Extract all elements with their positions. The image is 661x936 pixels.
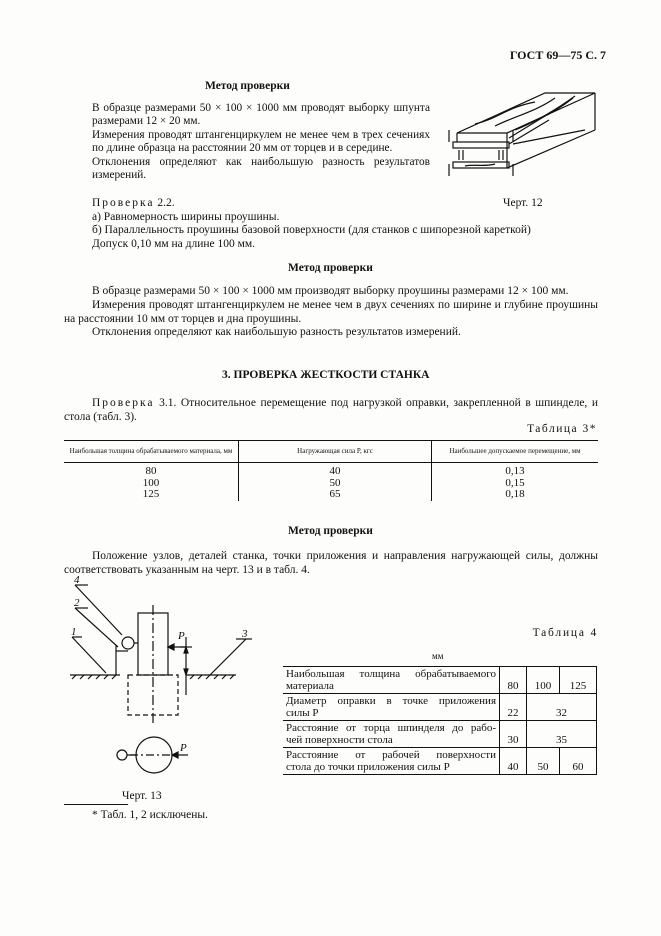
footnote: * Табл. 1, 2 исключены. <box>92 809 209 821</box>
table-row <box>283 748 597 775</box>
table-cell: 60 <box>560 748 597 775</box>
table-row <box>64 489 598 501</box>
table-row <box>283 667 597 694</box>
table-cell: 30 <box>500 721 527 748</box>
method1-p3: Отклонения определяют как наибольшую разность результатов измерений. <box>92 155 430 182</box>
table-cell: 125 <box>142 488 160 501</box>
table3 <box>64 440 598 501</box>
table-cell: 100 <box>527 667 560 694</box>
table-cell: 100 <box>142 476 160 489</box>
table-cell: 50 <box>239 478 432 490</box>
method2-p2: Измерения проводят штангенциркулем не менее чем в двух сечениях по ширине и глубине проушины на расстоянии 10 мм от торцев и дна проушины. <box>64 298 598 325</box>
table-cell: 0,13 <box>432 463 599 478</box>
table4-row-label: Наибольшая толщина обрабатываемого материала <box>283 667 500 694</box>
method1-p1: В образце размерами 50 × 100 × 1000 мм проводят выборку шпунта размерами 12 × 20 мм. <box>92 102 430 128</box>
check22-number: 2.2. <box>154 197 175 209</box>
table4-row-label: Расстояние от торца шпинделя до рабо- чей поверхности стола <box>283 721 500 748</box>
check22-a: а) Равномерность ширины проушины. <box>92 210 280 223</box>
check22-tolerance: Допуск 0,10 мм на длине 100 мм. <box>92 237 256 250</box>
table3-header: Нагружающая сила P, кгс <box>239 441 432 463</box>
check22-block <box>92 197 607 251</box>
method2-p1: В образце размерами 50 × 100 × 1000 мм производят выборку проушины размерами 12 × 100 мм. <box>92 285 569 297</box>
table3-header: Наибольшая толщина обрабатываемого материала, мм <box>64 441 239 463</box>
check31-body: 3.1. Относительное перемещение под нагрузкой оправки, закрепленной в шпинделе, и стола (табл. 3). <box>64 397 598 423</box>
table-cell: 65 <box>239 489 432 501</box>
table-cell: 32 <box>527 694 597 721</box>
check31-text <box>64 397 598 425</box>
table3-header: Наибольшее допускаемое перемещение, мм <box>432 441 599 463</box>
check31-label: Проверка <box>92 397 155 409</box>
table-row <box>283 721 597 748</box>
method1-text <box>92 102 430 182</box>
table-cell: 80 <box>500 667 527 694</box>
check22-title <box>92 197 607 211</box>
footnote-rule <box>64 804 128 805</box>
method3-text: Положение узлов, деталей станка, точки приложения и направления нагружающей силы, должны соответствовать указанным на черт. 13 и в табл. 4. <box>64 550 598 576</box>
table-cell: 22 <box>500 694 527 721</box>
table-cell: 50 <box>527 748 560 775</box>
table-cell: 80 <box>145 465 157 478</box>
fig13-caption: Черт. 13 <box>122 790 162 802</box>
method2-heading: Метод проверки <box>288 262 373 274</box>
table4-caption: Таблица 4 <box>532 627 598 639</box>
table3-caption: Таблица 3* <box>527 423 597 435</box>
check22-label: Проверка <box>92 197 155 209</box>
method1-p2: Измерения проводят штангенциркулем не менее чем в трех сечениях по длине образца на расстоянии 20 мм от торцев и в середине. <box>92 128 430 155</box>
table-cell: 35 <box>527 721 597 748</box>
table4 <box>283 666 597 775</box>
method3-heading: Метод проверки <box>288 525 373 537</box>
method2-p3: Отклонения определяют как наибольшую разность результатов измерений. <box>92 326 461 339</box>
fig13-label-4: 4 <box>74 574 80 586</box>
table-cell: 0,15 <box>432 478 599 490</box>
fig13-p-label: P <box>178 630 185 642</box>
table-row <box>64 463 598 478</box>
table-cell: 125 <box>560 667 597 694</box>
table-row <box>283 694 597 721</box>
fig13-p-label-plan: P <box>180 742 187 754</box>
table-cell: 40 <box>500 748 527 775</box>
check22-b: б) Параллельность проушины базовой поверхности (для станков с шипорезной кареткой) <box>92 224 531 236</box>
fig13-label-3: 3 <box>242 628 248 640</box>
fig12-caption: Черт. 12 <box>503 197 543 209</box>
method1-heading: Метод проверки <box>205 80 290 92</box>
table-cell: 0,18 <box>432 489 599 501</box>
table3-header-row <box>64 441 598 463</box>
section3-heading: 3. ПРОВЕРКА ЖЕСТКОСТИ СТАНКА <box>222 369 430 381</box>
fig13-label-2: 2 <box>74 597 80 609</box>
fig13-drawing <box>60 575 280 790</box>
fig13-label-1: 1 <box>71 626 77 638</box>
table-cell: 40 <box>239 463 432 478</box>
method2-text <box>64 285 598 340</box>
table4-row-label: Диаметр оправки в точке приложения силы P <box>283 694 500 721</box>
table4-unit: мм <box>432 651 444 661</box>
table4-row-label: Расстояние от рабочей поверхности стола до точки приложения силы P <box>283 748 500 775</box>
page-header: ГОСТ 69—75 С. 7 <box>509 48 606 62</box>
fig12-drawing <box>445 78 605 188</box>
